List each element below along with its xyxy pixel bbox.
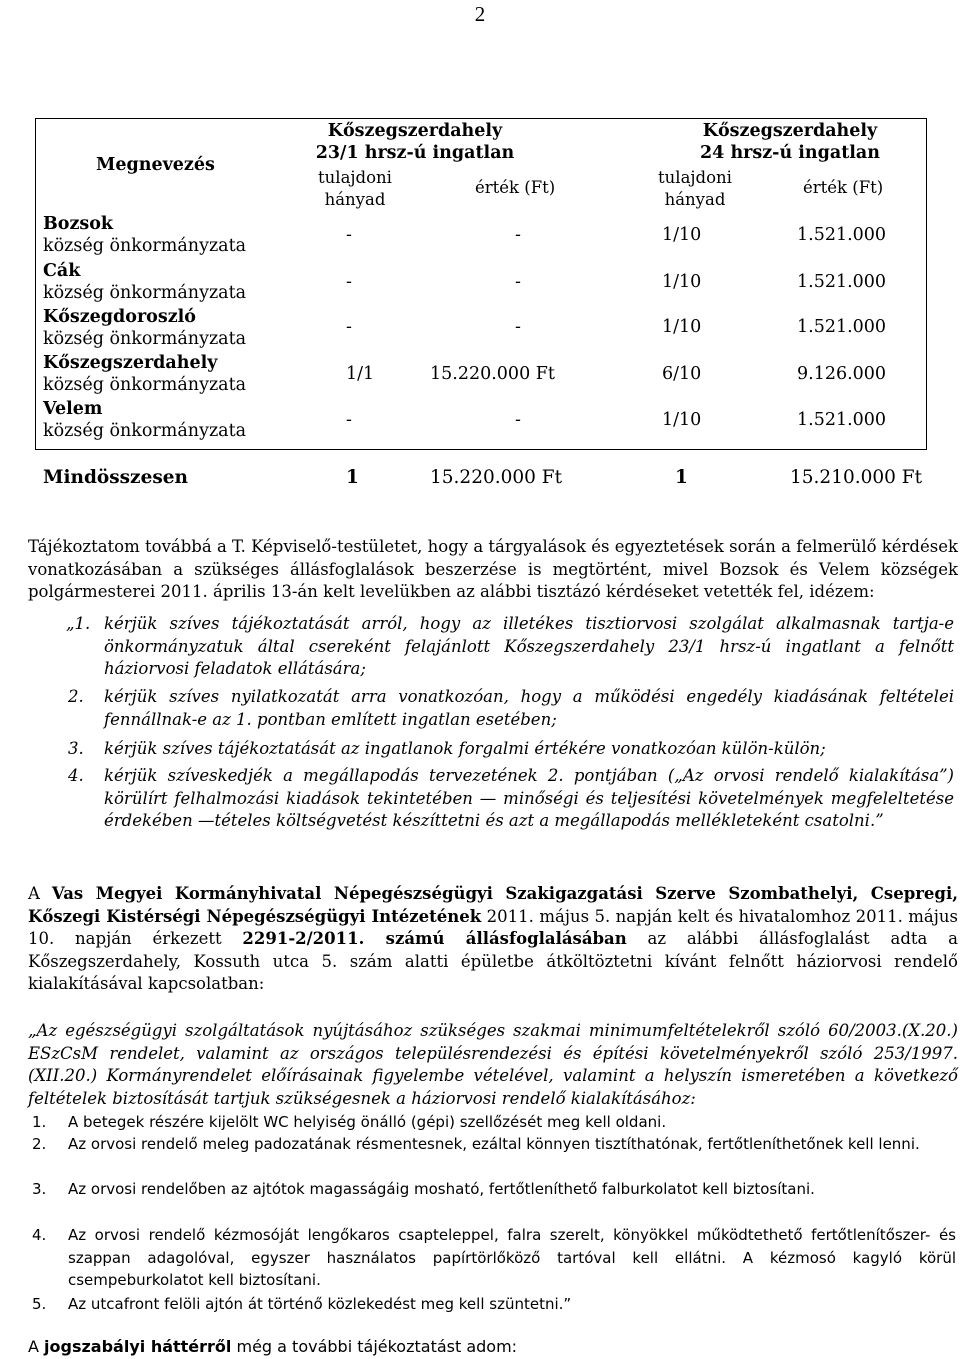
- table-cell: 1/10: [662, 410, 702, 430]
- table-cell: 6/10: [662, 364, 702, 384]
- quote-paragraph: „Az egészségügyi szolgáltatások nyújtásához szükséges szakmai minimumfeltételekről szóló 60/2003.(X.20.) ESzCsM rendelet, valamint az országos településrendezési és építési követelményekről szóló 253/1997.(XII.20.) Kormányrendelet előírásainak figyelembe vételével, valamint a helyszín ismeretében a következő feltételek biztosítását tartjuk szükségesnek a háziorvosi rendelő kialakításához:: [28, 1021, 958, 1108]
- intro-paragraph: Tájékoztatom továbbá a T. Képviselő-testületet, hogy a tárgyalások és egyeztetések során a felmerülő kérdések vonatkozásában a szükséges állásfoglalások beszerzése is megtörtént, mivel Bozsok és Velem községek polgármesterei 2011. április 13-án kelt levelükben az alábbi tisztázó kérdéseket vetették fel, idézem:: [28, 537, 958, 601]
- total-label: Mindösszesen: [43, 467, 188, 488]
- table-cell: -: [346, 317, 352, 337]
- header-value-24: érték (Ft): [803, 178, 884, 197]
- closing-line: A jogszabályi háttérről még a további tájékoztatást adom:: [28, 1337, 518, 1356]
- requirement-item: 1. A betegek részére kijelölt WC helyiség önálló (gépi) szellőzését meg kell oldani.: [32, 1113, 667, 1131]
- requirement-item: 2. Az orvosi rendelő meleg padozatának résmentesnek, ezáltal könnyen tisztíthatónak, fertőtleníthetőnek kell lenni.: [32, 1135, 920, 1153]
- header-group-23-1: Kőszegszerdahely 23/1 hrsz-ú ingatlan: [315, 121, 515, 163]
- table-row-name: Kőszegdoroszló község önkormányzata: [43, 307, 247, 349]
- header-value-23: érték (Ft): [475, 178, 556, 197]
- requirement-item: 3. Az orvosi rendelőben az ajtótok magasságáig mosható, fertőtleníthető falburkolatot kell biztosítani.: [32, 1180, 815, 1198]
- table-row-name: Velem község önkormányzata: [43, 399, 247, 441]
- table-cell: 1.521.000: [797, 317, 887, 337]
- question-item: 2. kérjük szíves nyilatkozatát arra vonatkozóan, hogy a működési engedély kiadásának feltételei fennállnak-e az 1. pontban említett ingatlan esetében;: [68, 687, 954, 729]
- question-item: 3. kérjük szíves tájékoztatását az ingatlanok forgalmi értékére vonatkozóan külön-külön;: [68, 739, 826, 758]
- table-cell: -: [346, 410, 352, 430]
- header-share-23: tulajdoni hányad: [318, 168, 392, 209]
- total-share-23: 1: [346, 467, 359, 488]
- table-row-name: Bozsok község önkormányzata: [43, 214, 247, 256]
- table-cell: 1/10: [662, 272, 702, 292]
- table-cell: 1/10: [662, 317, 702, 337]
- table-cell: 1/1: [346, 364, 375, 384]
- table-cell: 9.126.000: [797, 364, 887, 384]
- table-cell: 1/10: [662, 225, 702, 245]
- requirement-item: 4. Az orvosi rendelő kézmosóját lengőkaros csapteleppel, falra szerelt, könyökkel működtethető fertőtlenítőszer- és szappan adagolóval, egyszer használatos papírtörlőköző tartóval kell ellátni. A kézmosó kagyló körül csempeburkolatot kell biztosítani.: [32, 1226, 956, 1289]
- total-value-24: 15.210.000 Ft: [790, 467, 923, 488]
- requirement-item: 5. Az utcafront felöli ajtón át történő közlekedést meg kell szüntetni.”: [32, 1295, 572, 1313]
- table-row-name: Cák község önkormányzata: [43, 261, 247, 303]
- table-cell: 15.220.000 Ft: [430, 364, 555, 384]
- table-cell: 1.521.000: [797, 272, 887, 292]
- header-group-24: Kőszegszerdahely 24 hrsz-ú ingatlan: [700, 121, 880, 163]
- table-cell: 1.521.000: [797, 410, 887, 430]
- opinion-paragraph: A Vas Megyei Kormányhivatal Népegészségügyi Szakigazgatási Szerve Szombathelyi, Csepregi, Kőszegi Kistérségi Népegészségügyi Intézetének 2011. május 5. napján kelt és hivatalomhoz 2011. május 10. napján érkezett 2291-2/2011. számú állásfoglalásában az alábbi állásfoglalást adta a Kőszegszerdahely, Kossuth utca 5. szám alatti épületbe átköltöztetni kívánt felnőtt háziorvosi rendelő kialakításával kapcsolatban:: [28, 884, 958, 993]
- table-cell: -: [515, 317, 521, 337]
- total-share-24: 1: [675, 467, 688, 488]
- table-cell: -: [515, 272, 521, 292]
- table-cell: -: [515, 410, 521, 430]
- table-cell: -: [346, 272, 352, 292]
- header-share-24: tulajdoni hányad: [658, 168, 732, 209]
- question-item: 4. kérjük szíveskedjék a megállapodás tervezetének 2. pontjában („Az orvosi rendelő kialakítása”) körülírt felhalmozási kiadások tekintetében — minőségi és teljesítési követelmények megfeleltetése érdekében —tételes költségvetést készíttetni és azt a megállapodás mellékleteként csatolni.”: [68, 766, 954, 830]
- question-item: „1. kérjük szíves tájékoztatását arról, hogy az illetékes tisztiorvosi szolgálat alkalmasnak tartja-e önkormányzatuk által csereként felajánlott Kőszegszerdahely 23/1 hrsz-ú ingatlant a felnőtt háziorvosi feladatok ellátására;: [66, 614, 954, 678]
- header-megnevezes: Megnevezés: [96, 155, 215, 175]
- table-cell: -: [515, 225, 521, 245]
- table-cell: -: [346, 225, 352, 245]
- table-row-name: Kőszegszerdahely község önkormányzata: [43, 353, 247, 395]
- total-value-23: 15.220.000 Ft: [430, 467, 563, 488]
- table-cell: 1.521.000: [797, 225, 887, 245]
- page-number: 2: [474, 2, 486, 26]
